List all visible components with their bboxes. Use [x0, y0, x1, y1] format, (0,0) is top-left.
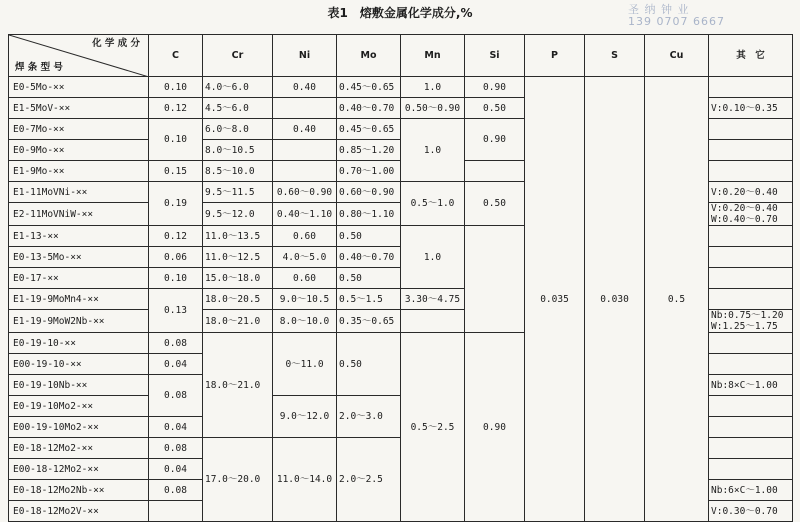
col-header: Mn: [401, 35, 465, 77]
cell-mn: 0.5～1.0: [401, 182, 465, 226]
col-header: Cr: [203, 35, 273, 77]
cell-ni: 8.0～10.0: [273, 310, 337, 333]
cell-c: 0.10: [149, 268, 203, 289]
cell-other: [709, 247, 793, 268]
cell-c: 0.08: [149, 333, 203, 354]
electrode-model-cell: E00-19-10Mo2-××: [9, 417, 149, 438]
col-header: P: [525, 35, 585, 77]
cell-cr: 6.0～8.0: [203, 119, 273, 140]
electrode-model-cell: E0-9Mo-××: [9, 140, 149, 161]
watermark-line-2: 139 0707 6667: [628, 15, 725, 28]
cell-c: 0.04: [149, 459, 203, 480]
cell-ni: 9.0～10.5: [273, 289, 337, 310]
header-composition-label: 化 学 成 分: [92, 38, 140, 49]
header-model-label: 焊 条 型 号: [15, 62, 63, 73]
electrode-model-cell: E0-17-××: [9, 268, 149, 289]
cell-mo: 0.40～0.70: [337, 247, 401, 268]
cell-cr: 9.5～12.0: [203, 203, 273, 226]
cell-other: [709, 119, 793, 140]
cell-c: 0.12: [149, 98, 203, 119]
cell-other: [709, 417, 793, 438]
table-caption: 表1 熔敷金属化学成分,%: [327, 6, 473, 20]
cell-mo: 2.0～2.5: [337, 438, 401, 522]
cell-ni: 9.0～12.0: [273, 396, 337, 438]
cell-mo: 0.50: [337, 333, 401, 396]
cell-cr: 18.0～20.5: [203, 289, 273, 310]
electrode-model-cell: E1-13-××: [9, 226, 149, 247]
cell-cr: 17.0～20.0: [203, 438, 273, 522]
cell-other: [709, 396, 793, 417]
cell-c: 0.04: [149, 354, 203, 375]
cell-ni: 0.60: [273, 268, 337, 289]
cell-other: V:0.30～0.70: [709, 501, 793, 522]
cell-c: 0.06: [149, 247, 203, 268]
cell-c: 0.12: [149, 226, 203, 247]
electrode-model-cell: E1-5MoV-××: [9, 98, 149, 119]
col-header: Si: [465, 35, 525, 77]
header-row: [9, 35, 793, 77]
col-header: Mo: [337, 35, 401, 77]
cell-mo: 0.5～1.5: [337, 289, 401, 310]
cell-ni: 0.40: [273, 77, 337, 98]
cell-other: [709, 438, 793, 459]
cell-ni: 0.60～0.90: [273, 182, 337, 203]
cell-mo: 0.60～0.90: [337, 182, 401, 203]
electrode-model-cell: E0-19-10Mo2-××: [9, 396, 149, 417]
cell-cr: 18.0～21.0: [203, 333, 273, 438]
cell-cr: 4.5～6.0: [203, 98, 273, 119]
cell-mn: 1.0: [401, 226, 465, 289]
cell-mo: 0.45～0.65: [337, 119, 401, 140]
cell-c: 0.19: [149, 182, 203, 226]
cell-si: 0.90: [465, 77, 525, 98]
cell-mo: 0.45～0.65: [337, 77, 401, 98]
col-header: S: [585, 35, 645, 77]
cell-mo: 0.80～1.10: [337, 203, 401, 226]
cell-cr: 9.5～11.5: [203, 182, 273, 203]
electrode-model-cell: E00-19-10-××: [9, 354, 149, 375]
cell-other: Nb:8×C～1.00: [709, 375, 793, 396]
watermark-stamp: [628, 4, 725, 28]
cell-ni: 0.40～1.10: [273, 203, 337, 226]
electrode-model-cell: E0-18-12Mo2Nb-××: [9, 480, 149, 501]
cell-cr: 4.0～6.0: [203, 77, 273, 98]
watermark-line-1: 圣 纳 钟 业: [628, 3, 690, 16]
cell-c: 0.08: [149, 438, 203, 459]
cell-cr: 18.0～21.0: [203, 310, 273, 333]
cell-other: [709, 268, 793, 289]
cell-mn: 0.5～2.5: [401, 333, 465, 522]
cell-mo: 2.0～3.0: [337, 396, 401, 438]
cell-other: V:0.20～0.40: [709, 182, 793, 203]
cell-mn: [401, 310, 465, 333]
electrode-model-cell: E0-18-12Mo2-××: [9, 438, 149, 459]
cell-mn: 1.0: [401, 119, 465, 182]
cell-other: [709, 226, 793, 247]
cell-other: [709, 289, 793, 310]
composition-table: [8, 34, 793, 522]
col-header: Ni: [273, 35, 337, 77]
electrode-model-cell: E0-18-12Mo2V-××: [9, 501, 149, 522]
cell-c: 0.13: [149, 289, 203, 333]
cell-other: [709, 354, 793, 375]
electrode-model-cell: E00-18-12Mo2-××: [9, 459, 149, 480]
cell-mo: 0.40～0.70: [337, 98, 401, 119]
cell-mn: 1.0: [401, 77, 465, 98]
cell-other: [709, 140, 793, 161]
cell-c: 0.10: [149, 119, 203, 161]
table-row: [9, 77, 793, 98]
cell-si: 0.90: [465, 119, 525, 161]
cell-mn: 3.30～4.75: [401, 289, 465, 310]
cell-p-common: 0.035: [525, 77, 585, 522]
electrode-model-cell: E1-9Mo-××: [9, 161, 149, 182]
electrode-model-cell: E1-11MoVNi-××: [9, 182, 149, 203]
electrode-model-cell: E0-13-5Mo-××: [9, 247, 149, 268]
col-header: C: [149, 35, 203, 77]
cell-cr: 15.0～18.0: [203, 268, 273, 289]
cell-mo: 0.50: [337, 268, 401, 289]
electrode-model-cell: E2-11MoVNiW-××: [9, 203, 149, 226]
cell-mo: 0.35～0.65: [337, 310, 401, 333]
electrode-model-cell: E0-7Mo-××: [9, 119, 149, 140]
cell-si: 0.50: [465, 182, 525, 226]
cell-other: Nb:0.75～1.20 W:1.25～1.75: [709, 310, 793, 333]
cell-c: 0.08: [149, 480, 203, 501]
electrode-model-cell: E0-19-10Nb-××: [9, 375, 149, 396]
col-header: 其 它: [709, 35, 793, 77]
cell-mn: 0.50～0.90: [401, 98, 465, 119]
cell-si: [465, 161, 525, 182]
cell-other: [709, 333, 793, 354]
cell-c: [149, 501, 203, 522]
cell-other: [709, 77, 793, 98]
electrode-model-cell: E1-19-9MoW2Nb-××: [9, 310, 149, 333]
cell-cu-common: 0.5: [645, 77, 709, 522]
cell-ni: [273, 140, 337, 161]
cell-other: V:0.20～0.40 W:0.40～0.70: [709, 203, 793, 226]
cell-other: Nb:6×C～1.00: [709, 480, 793, 501]
cell-ni: 0.60: [273, 226, 337, 247]
cell-cr: 11.0～12.5: [203, 247, 273, 268]
cell-si: 0.50: [465, 98, 525, 119]
cell-si: [465, 226, 525, 333]
electrode-model-cell: E0-19-10-××: [9, 333, 149, 354]
cell-si: 0.90: [465, 333, 525, 522]
cell-cr: 8.5～10.0: [203, 161, 273, 182]
cell-c: 0.08: [149, 375, 203, 417]
cell-cr: 11.0～13.5: [203, 226, 273, 247]
cell-ni: [273, 98, 337, 119]
cell-cr: 8.0～10.5: [203, 140, 273, 161]
electrode-model-cell: E1-19-9MoMn4-××: [9, 289, 149, 310]
cell-other: V:0.10～0.35: [709, 98, 793, 119]
cell-other: [709, 459, 793, 480]
cell-c: 0.04: [149, 417, 203, 438]
cell-mo: 0.70～1.00: [337, 161, 401, 182]
diagonal-header-cell: [9, 35, 149, 77]
cell-ni: 4.0～5.0: [273, 247, 337, 268]
cell-ni: [273, 161, 337, 182]
cell-mo: 0.85～1.20: [337, 140, 401, 161]
cell-c: 0.10: [149, 77, 203, 98]
cell-ni: 11.0～14.0: [273, 438, 337, 522]
col-header: Cu: [645, 35, 709, 77]
cell-c: 0.15: [149, 161, 203, 182]
cell-ni: 0.40: [273, 119, 337, 140]
cell-ni: 0～11.0: [273, 333, 337, 396]
cell-other: [709, 161, 793, 182]
electrode-model-cell: E0-5Mo-××: [9, 77, 149, 98]
cell-mo: 0.50: [337, 226, 401, 247]
cell-s-common: 0.030: [585, 77, 645, 522]
